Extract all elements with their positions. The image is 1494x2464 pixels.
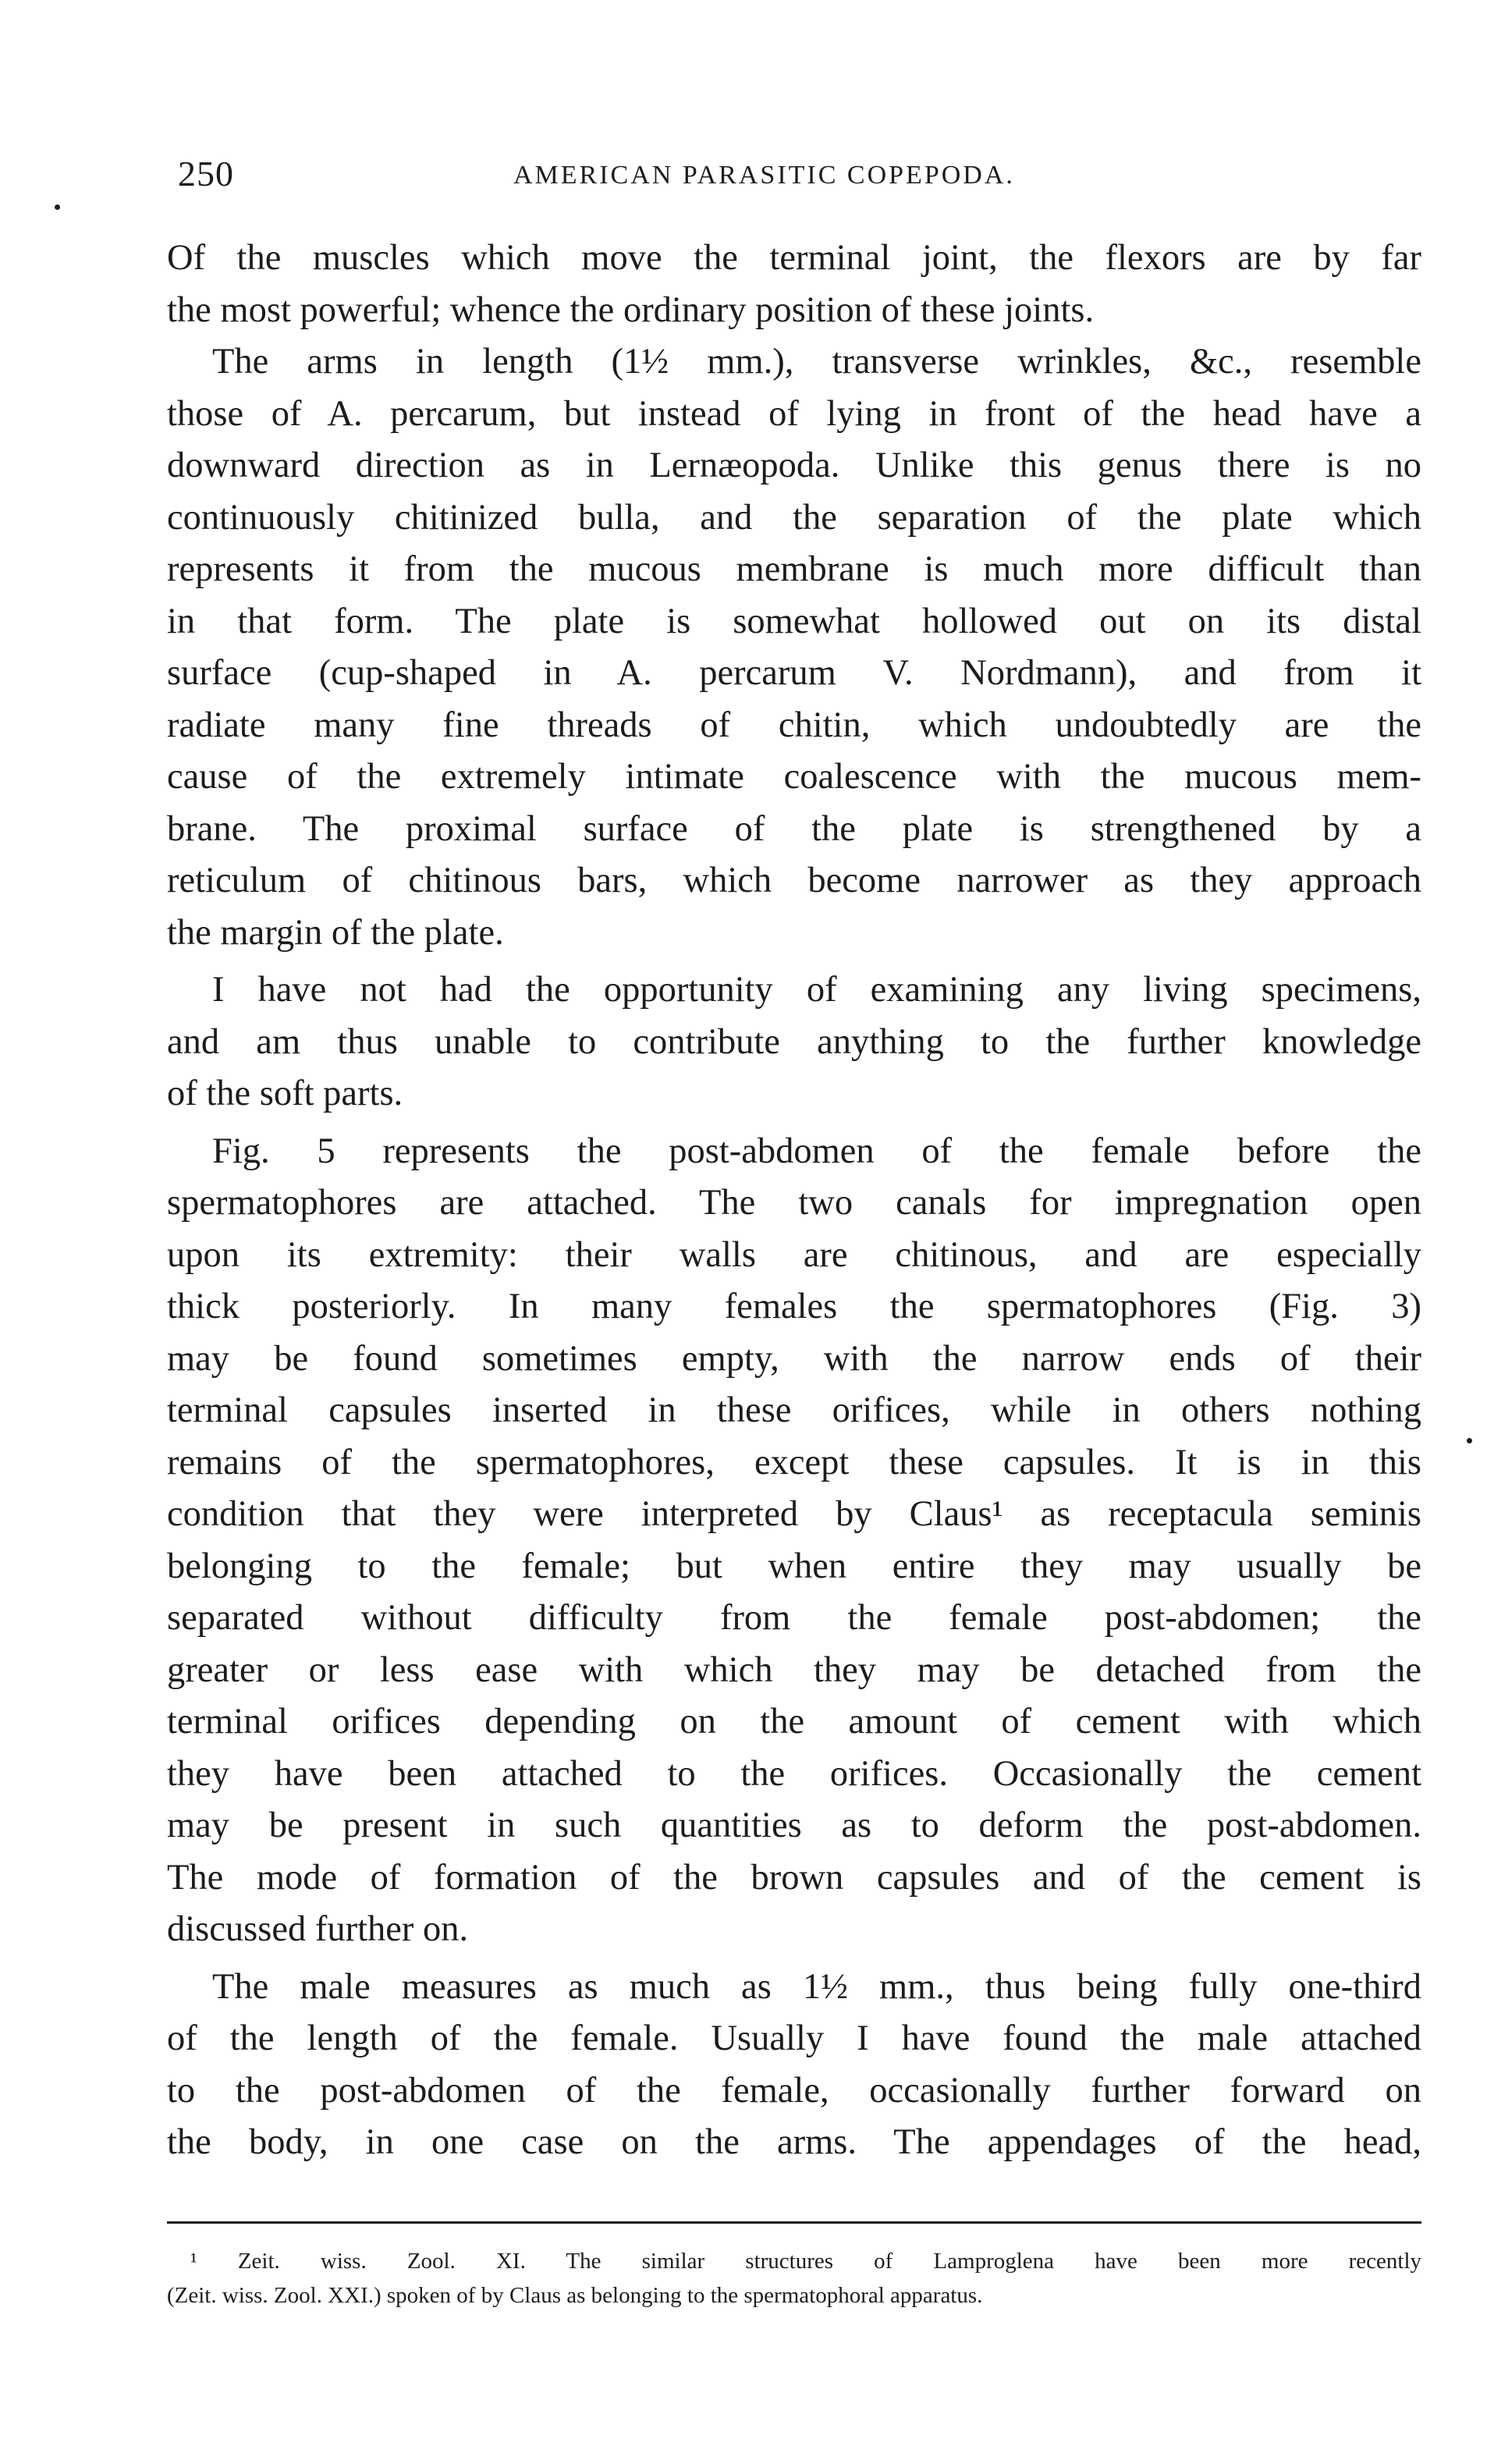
margin-dot-mark bbox=[55, 204, 60, 210]
body-text bbox=[167, 233, 1421, 2169]
text-line: surface (cup-shaped in A. percarum V. Nordmann), and from it bbox=[167, 653, 1421, 693]
margin-dot-mark bbox=[1467, 1438, 1472, 1443]
text-line: terminal capsules inserted in these orifices, while in others nothing bbox=[167, 1390, 1421, 1430]
text-line: condition that they were interpreted by Claus¹ as receptacula seminis bbox=[167, 1494, 1421, 1534]
text-line: Of the muscles which move the terminal joint, the flexors are by far bbox=[167, 238, 1421, 278]
text-line: upon its extremity: their walls are chitinous, and are especially bbox=[167, 1234, 1421, 1275]
text-line: may be present in such quantities as to deform the post-abdomen. bbox=[167, 1805, 1421, 1845]
text-line: reticulum of chitinous bars, which become narrower as they approach bbox=[167, 861, 1421, 900]
text-line: represents it from the mucous membrane is much more difficult than bbox=[167, 549, 1421, 589]
text-line: terminal orifices depending on the amount of cement with which bbox=[167, 1702, 1421, 1741]
text-line: discussed further on. bbox=[167, 1909, 469, 1949]
text-line: continuously chitinized bulla, and the separation of the plate which bbox=[167, 497, 1421, 538]
text-line: I have not had the opportunity of examining any living specimens, bbox=[212, 970, 1421, 1010]
text-line: Fig. 5 represents the post-abdomen of the female before the bbox=[212, 1131, 1421, 1171]
text-line: they have been attached to the orifices. Occasionally the cement bbox=[167, 1753, 1421, 1794]
text-line: may be found sometimes empty, with the narrow ends of their bbox=[167, 1338, 1421, 1379]
text-line: spermatophores are attached. The two canals for impregnation open bbox=[167, 1183, 1421, 1223]
footnotes bbox=[167, 2244, 1421, 2313]
text-line: downward direction as in Lernæopoda. Unlike this genus there is no bbox=[167, 446, 1421, 485]
text-line: of the length of the female. Usually I have found the male attached bbox=[167, 2018, 1421, 2058]
running-head: AMERICAN PARASITIC COPEPODA. bbox=[513, 161, 1015, 190]
text-line: in that form. The plate is somewhat hollowed out on its distal bbox=[167, 601, 1421, 641]
text-line: cause of the extremely intimate coalescence with the mucous mem- bbox=[167, 757, 1421, 797]
text-line: those of A. percarum, but instead of lying in front of the head have a bbox=[167, 393, 1421, 434]
text-line: belonging to the female; but when entire they may usually be bbox=[167, 1546, 1421, 1586]
text-line: and am thus unable to contribute anything to the further knowledge bbox=[167, 1021, 1421, 1062]
text-line: radiate many fine threads of chitin, which undoubtedly are the bbox=[167, 705, 1421, 745]
text-line: of the soft parts. bbox=[167, 1074, 403, 1113]
footnote-line: (Zeit. wiss. Zool. XXI.) spoken of by Claus as belonging to the spermatophoral apparatus. bbox=[167, 2283, 983, 2308]
text-line: the most powerful; whence the ordinary position of these joints. bbox=[167, 289, 1095, 330]
text-line: thick posteriorly. In many females the spermatophores (Fig. 3) bbox=[167, 1287, 1421, 1326]
text-line: to the post-abdomen of the female, occasionally further forward on bbox=[167, 2070, 1421, 2111]
text-line: brane. The proximal surface of the plate is strengthened by a bbox=[167, 808, 1421, 849]
text-line: separated without difficulty from the female post-abdomen; the bbox=[167, 1598, 1421, 1638]
text-line: The mode of formation of the brown capsules and of the cement is bbox=[167, 1857, 1421, 1898]
footnote-line: ¹ Zeit. wiss. Zool. XI. The similar structures of Lamproglena have been more recently bbox=[190, 2249, 1421, 2274]
page-number: 250 bbox=[178, 154, 234, 193]
footnote-rule bbox=[167, 2221, 1421, 2224]
text-line: the margin of the plate. bbox=[167, 912, 504, 953]
text-line: remains of the spermatophores, except these capsules. It is in this bbox=[167, 1442, 1421, 1482]
page-header bbox=[178, 153, 1422, 200]
text-line: The arms in length (1½ mm.), transverse wrinkles, &c., resemble bbox=[212, 342, 1421, 382]
text-line: the body, in one case on the arms. The appendages of the head, bbox=[167, 2122, 1421, 2162]
text-line: The male measures as much as 1½ mm., thus being fully one-third bbox=[212, 1966, 1421, 2007]
text-line: greater or less ease with which they may be detached from the bbox=[167, 1649, 1421, 1690]
